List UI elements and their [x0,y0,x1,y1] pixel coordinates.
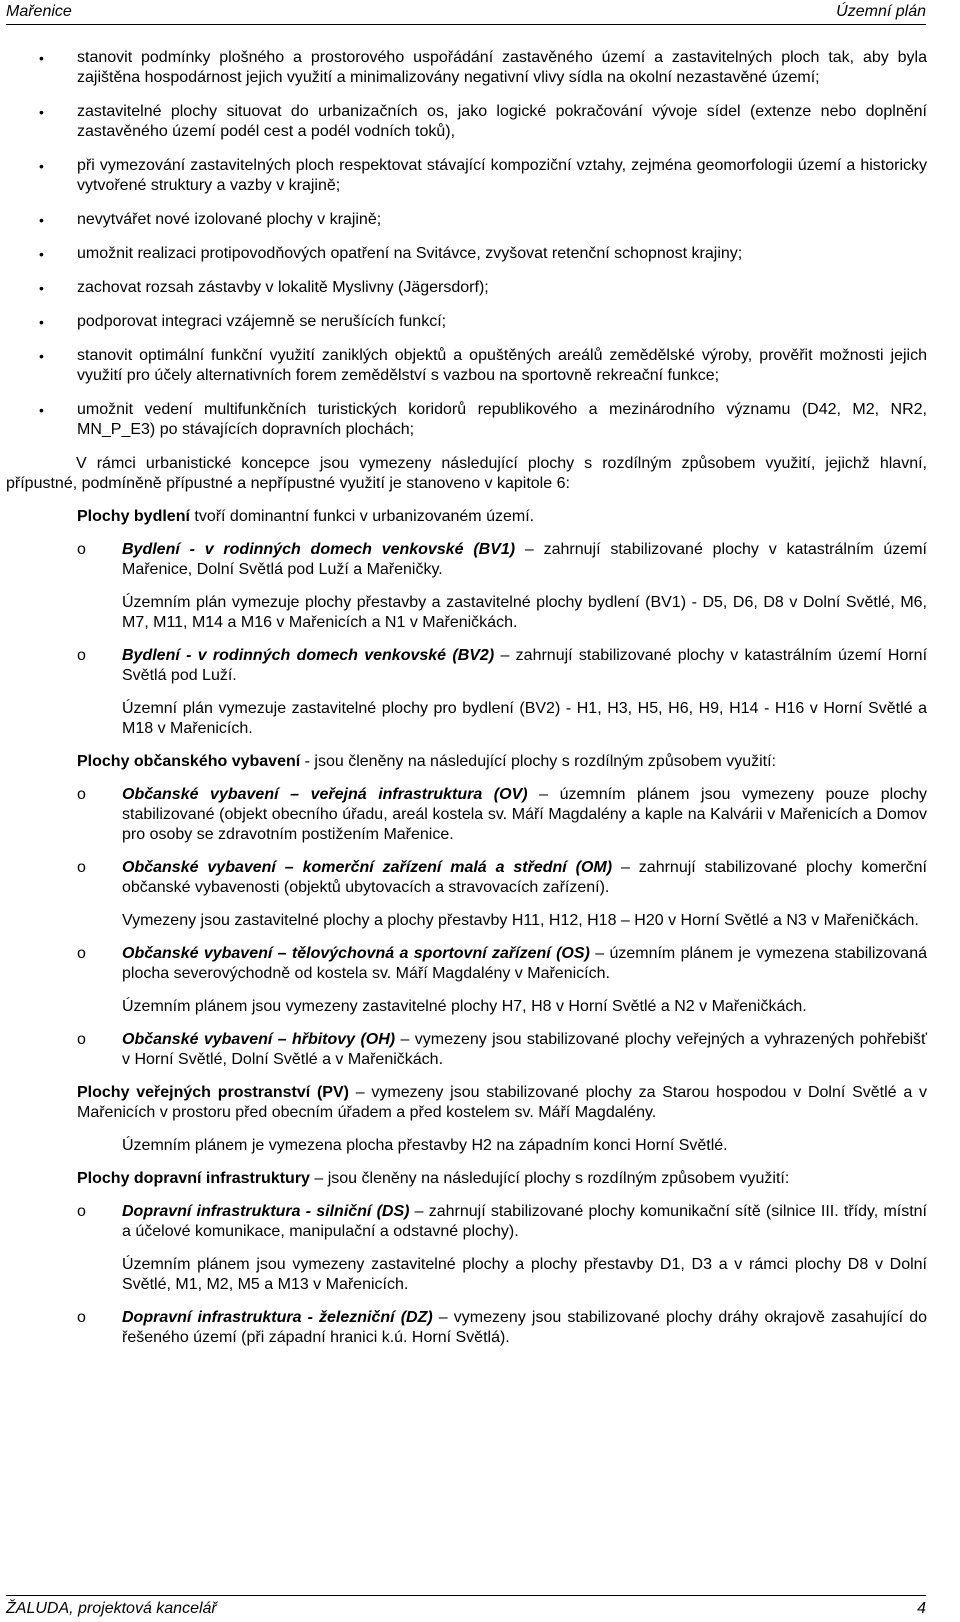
running-footer [6,1595,926,1622]
subparagraph-bv1: Územním plán vymezuje plochy přestavby a zastavitelné plochy bydlení (BV1) - D5, D6, D8 v Dolní Světlé, M6, M7, M11, M14 a M16 v Mařenicích a N1 v Mařeničkách. [122,594,927,631]
sublist-item-dz [0,1308,960,1348]
section-heading-label: Plochy bydlení [77,508,190,525]
section-heading-label: Plochy občanského vybavení [77,753,301,770]
bullet-icon: • [39,158,44,174]
area-type-text: – vymezeny jsou stabilizované plochy dráhy okrajově zasahující do řešeného území (při západní hranici k.ú. Horní Světlá). [122,1309,927,1346]
principles-list [0,48,960,440]
list-item [0,346,960,386]
circle-bullet-icon: o [77,1203,86,1220]
subparagraph-ds: Územním plánem jsou vymezeny zastavitelné plochy a plochy přestavby D1, D3 a v rámci plochy D8 v Dolní Světlé, M1, M2, M5 a M13 v Mařenicích. [122,1256,927,1293]
sublist-item-bv1 [0,540,960,580]
list-item [0,156,960,196]
section-heading-text: – vymezeny jsou stabilizované plochy za Starou hospodou v Dolní Světlé a v Mařenicích v prostoru před obecním úřadem a před kostelem sv. Máří Magdalény. [77,1084,928,1121]
section-heading-transport [0,1169,960,1189]
area-type-title: Dopravní infrastruktura - silniční (DS) [122,1203,410,1220]
section-heading-public-space [0,1083,960,1123]
bullet-icon: • [39,104,44,120]
section-heading-text: – jsou členěny na následující plochy s rozdílným způsobem využití: [309,1170,790,1187]
running-header [6,0,926,25]
sublist-item-os [0,944,960,984]
section-heading-label: Plochy veřejných prostranství (PV) [77,1084,349,1101]
sublist-item-ov [0,785,960,845]
area-type-text: – zahrnují stabilizované plochy v katastrálním území Horní Světlá pod Luží. [122,647,928,684]
list-item-text: zastavitelné plochy situovat do urbanizačních os, jako logické pokračování vývoje sídel (extenze nebo doplnění zastavěného území podél cest a podél vodních toků), [77,103,927,140]
area-type-text: – územním plánem je vymezena stabilizovaná plocha severovýchodně od kostela sv. Máří Magdalény v Mařenicích. [122,945,927,982]
list-item [0,102,960,142]
list-item [0,278,960,298]
area-type-title: Občanské vybavení – komerční zařízení malá a střední (OM) [122,859,613,876]
sublist-item-ds [0,1202,960,1242]
area-type-title: Bydlení - v rodinných domech venkovské (BV1) [122,541,516,558]
section-heading-text: - jsou členěny na následující plochy s rozdílným způsobem využití: [300,753,776,770]
sublist-item-om [0,858,960,898]
list-item-text: nevytvářet nové izolované plochy v krajině; [77,211,382,228]
list-item [0,210,960,230]
section-heading-label: Plochy dopravní infrastruktury [77,1170,310,1187]
area-type-title: Dopravní infrastruktura - železniční (DZ) [122,1309,433,1326]
circle-bullet-icon: o [77,1309,86,1326]
bullet-icon: • [39,402,44,418]
bullet-icon: • [39,50,44,66]
circle-bullet-icon: o [77,541,86,558]
sublist-item-bv2 [0,646,960,686]
list-item [0,244,960,264]
section-heading-text: tvoří dominantní funkci v urbanizovaném území. [189,508,535,525]
circle-bullet-icon: o [77,786,86,803]
circle-bullet-icon: o [77,945,86,962]
header-municipality: Mařenice [6,3,72,20]
area-type-text: – zahrnují stabilizované plochy v katastrálním území Mařenice, Dolní Světlá pod Luží a Mařeničky. [122,541,928,578]
area-type-text: – zahrnují stabilizované plochy komerční občanské vybavenosti (objektů ubytovacích a stravovacích zařízení). [122,859,927,896]
subparagraph-om: Vymezeny jsou zastavitelné plochy a plochy přestavby H11, H12, H18 – H20 v Horní Světlé a N3 v Mařeničkách. [122,912,919,929]
circle-bullet-icon: o [77,859,86,876]
area-type-text: – zahrnují stabilizované plochy komunikační sítě (silnice III. třídy, místní a účelové komunikace, manipulační a odstavné plochy). [122,1203,928,1240]
list-item-text: umožnit vedení multifunkčních turistických koridorů republikového a mezinárodního významu (D42, M2, NR2, MN_P_E3) po stávajících dopravních plochách; [77,401,927,438]
header-document-title: Územní plán [836,3,926,20]
bullet-icon: • [39,212,44,228]
circle-bullet-icon: o [77,647,86,664]
section-heading-civic [0,752,960,772]
list-item-text: umožnit realizaci protipovodňových opatření na Svitávce, zvyšovat retenční schopnost krajiny; [77,245,743,262]
subparagraph-os: Územním plánem jsou vymezeny zastavitelné plochy H7, H8 v Horní Světlé a N2 v Mařeničkách. [122,998,807,1015]
footer-company: ŽALUDA, projektová kancelář [6,1600,217,1617]
page-number: 4 [917,1600,926,1617]
list-item [0,48,960,88]
list-item-text: podporovat integraci vzájemně se nerušících funkcí; [77,313,447,330]
subparagraph-bv2: Územní plán vymezuje zastavitelné plochy pro bydlení (BV2) - H1, H3, H5, H6, H9, H14 - H16 v Horní Světlé a M18 v Mařenicích. [122,700,927,737]
bullet-icon: • [39,280,44,296]
section-heading-housing [0,507,960,527]
area-type-title: Občanské vybavení – hřbitovy (OH) [122,1031,396,1048]
list-item-text: při vymezování zastavitelných ploch respektovat stávající kompoziční vztahy, zejména geomorfologii území a historicky vytvořené struktury a vazby v krajině; [77,157,927,194]
circle-bullet-icon: o [77,1031,86,1048]
area-type-text: – vymezeny jsou stabilizované plochy veřejných a vyhrazených pohřebišť v Horní Světlé, Dolní Světlé a v Mařeničkách. [122,1031,927,1068]
intro-paragraph: V rámci urbanistické koncepce jsou vymezeny následující plochy s rozdílným způsobem využití, jejichž hlavní, přípustné, podmíněně přípustné a nepřípustné využití je stanoveno v kapitole 6: [6,455,927,492]
bullet-icon: • [39,246,44,262]
sublist-item-oh [0,1030,960,1070]
bullet-icon: • [39,348,44,364]
list-item [0,312,960,332]
list-item-text: stanovit podmínky plošného a prostorového uspořádání zastavěného území a zastavitelných ploch tak, aby byla zajištěna hospodárnost jejich využití a minimalizovány negativní vlivy sídla na okolní nezastavěné území; [77,49,927,86]
list-item-text: zachovat rozsah zástavby v lokalitě Myslivny (Jägersdorf); [77,279,489,296]
area-type-title: Občanské vybavení – tělovýchovná a sportovní zařízení (OS) [122,945,590,962]
subparagraph-pv: Územním plánem je vymezena plocha přestavby H2 na západním konci Horní Světlé. [122,1137,728,1154]
area-type-title: Občanské vybavení – veřejná infrastruktura (OV) [122,786,528,803]
list-item-text: stanovit optimální funkční využití zaniklých objektů a opuštěných areálů zemědělské výroby, prověřit možnosti jejich využití pro účely alternativních forem zemědělství s vazbou na sportovně rekreační funkce; [77,347,927,384]
area-type-title: Bydlení - v rodinných domech venkovské (BV2) [122,647,495,664]
bullet-icon: • [39,314,44,330]
list-item [0,400,960,440]
area-type-text: – územním plánem jsou vymezeny pouze plochy stabilizované (objekt obecního úřadu, areál kostela sv. Máří Magdalény a kaple na Kalvárii v Mařenicích a Domov pro osoby se zdravotním postižením Mařenice. [122,786,927,843]
page-body [0,48,960,1348]
